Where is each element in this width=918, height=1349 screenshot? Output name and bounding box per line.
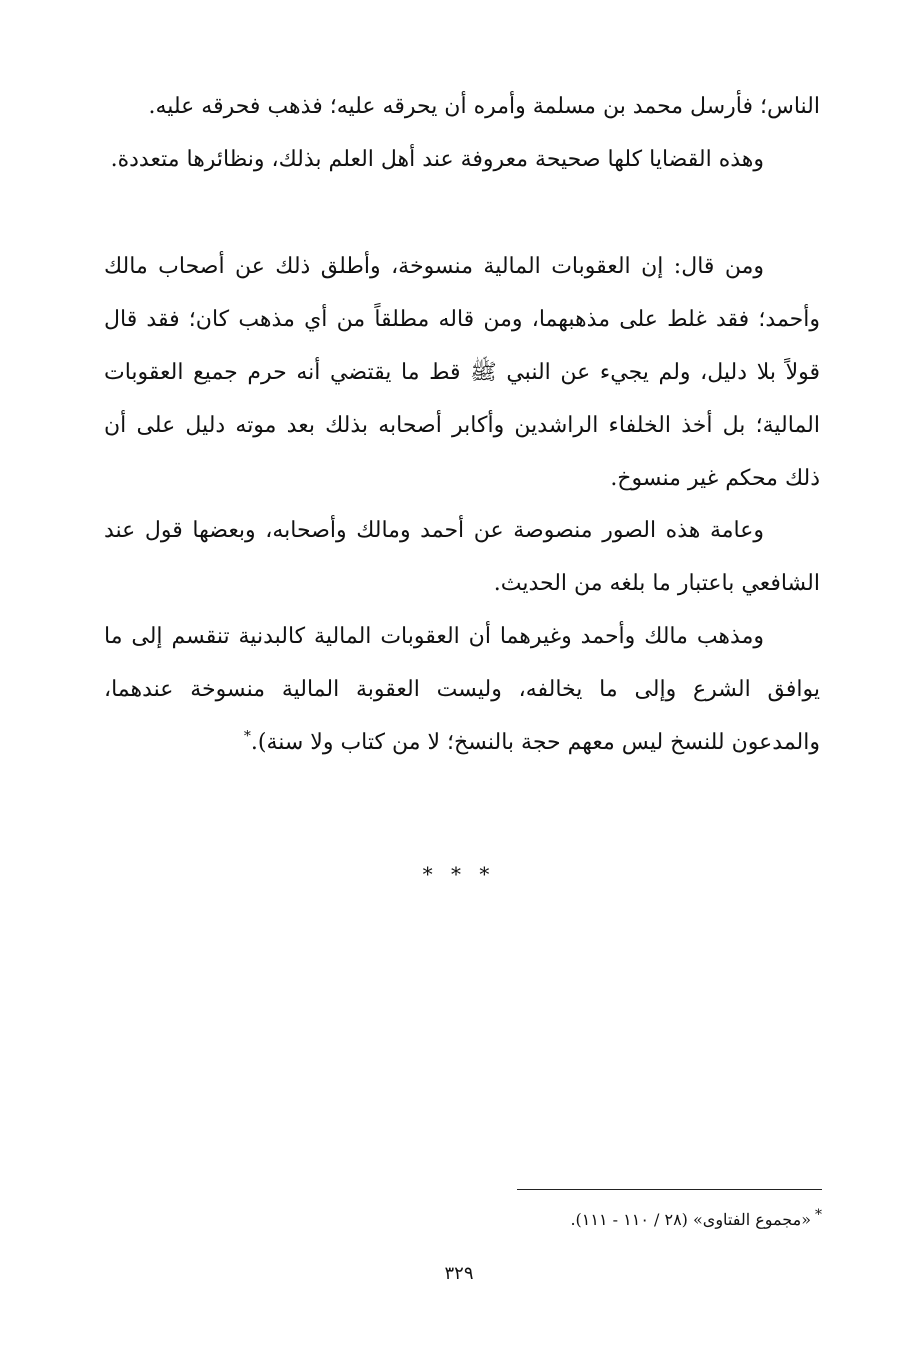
paragraph-3-text: ومن قال: إن العقوبات المالية منسوخة، وأطلق ذلك عن أصحاب مالك وأحمد؛ فقد غلط على مذهبهما، ومن قاله مطلقاً من أي مذهب كان؛ فقد قال قولاً بلا دليل، ولم يجيء عن النبي ﷺ قط ما يقتضي أنه حرم جميع العقوبات المالية؛ بل أخذ الخلفاء الراشدين وأكابر أصحابه بذلك بعد موته دليل على أن ذلك محكم غير منسوخ. (104, 254, 820, 491)
paragraph-4 (104, 504, 820, 610)
paragraph-1-text: الناس؛ فأرسل محمد بن مسلمة وأمره أن يحرقه عليه؛ فذهب فحرقه عليه. (148, 94, 820, 119)
paragraph-5 (104, 610, 820, 769)
paragraph-2-text: وهذه القضايا كلها صحيحة معروفة عند أهل العلم بذلك، ونظائرها متعددة. (110, 147, 764, 172)
footnote-divider (517, 1189, 822, 1190)
paragraph-1 (104, 80, 820, 133)
paragraph-2 (104, 133, 820, 186)
footnote-marker: * (815, 1206, 822, 1223)
footnote-reference: * (243, 728, 251, 745)
footnote-text: «مجموع الفتاوى» (٢٨ / ١١٠ - ١١١). (570, 1210, 811, 1229)
paragraph-5-text: ومذهب مالك وأحمد وغيرهما أن العقوبات المالية كالبدنية تنقسم إلى ما يوافق الشرع وإلى ما يخالفه، وليست العقوبة المالية منسوخة عندهما، والمدعون للنسخ ليس معهم حجة بالنسخ؛ لا من كتاب ولا سنة). (104, 624, 820, 755)
paragraph-4-text: وعامة هذه الصور منصوصة عن أحمد ومالك وأصحابه، وبعضها قول عند الشافعي باعتبار ما بلغه من الحديث. (104, 518, 820, 596)
page-number: ٣٢٩ (444, 1263, 474, 1284)
section-separator: * * * (422, 862, 496, 886)
paragraph-3 (104, 240, 820, 505)
footnote (222, 1208, 822, 1232)
